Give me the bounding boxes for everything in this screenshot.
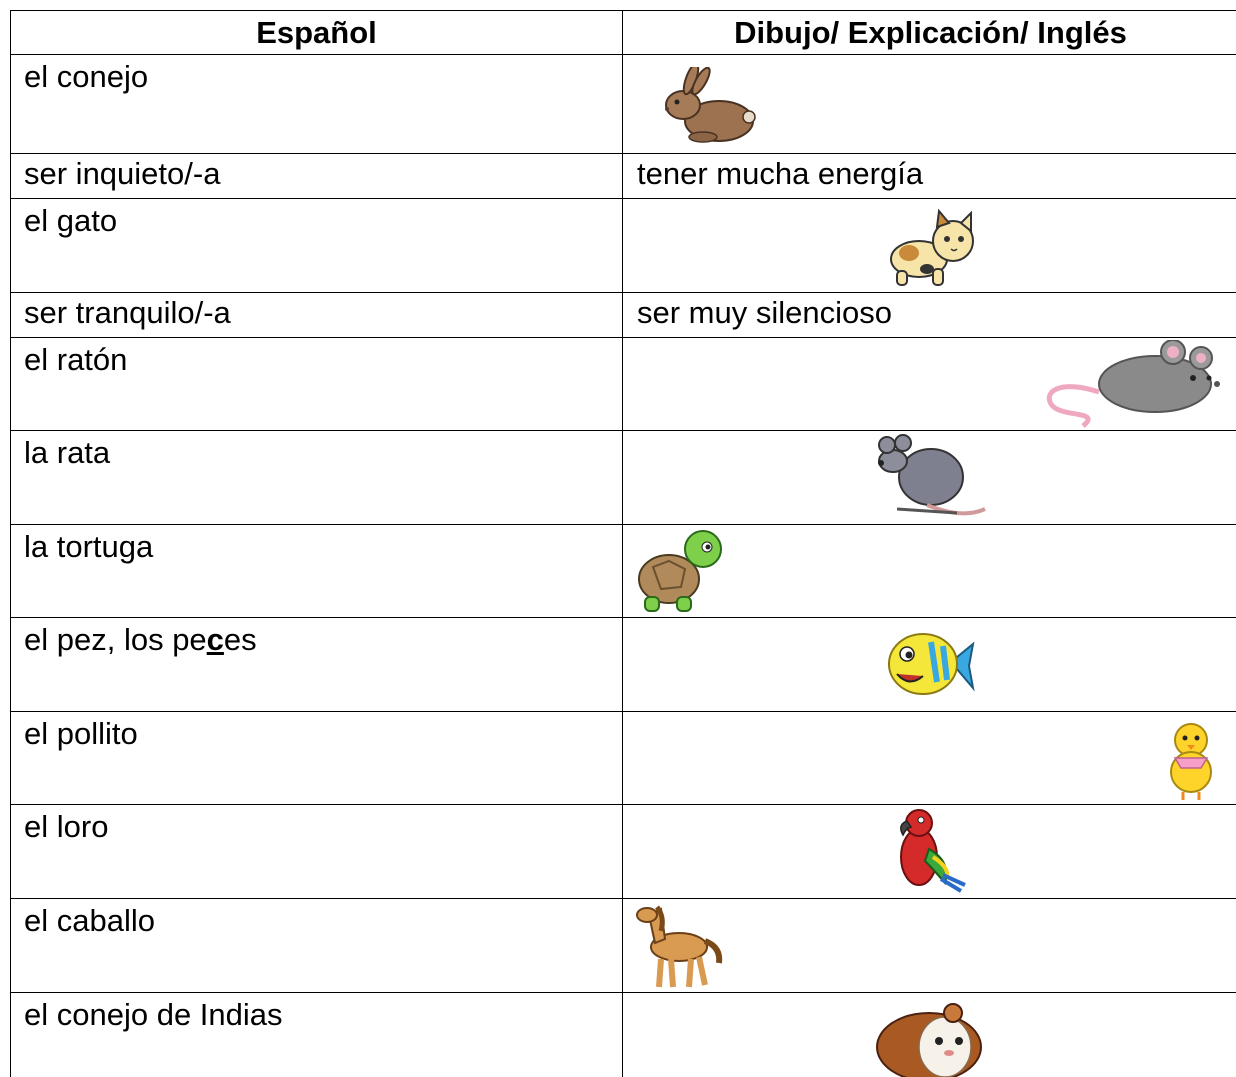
term: ser tranquilo/-a	[24, 295, 231, 330]
picture-cell	[623, 712, 1236, 805]
guinea-pig-icon	[873, 995, 985, 1077]
picture-cell	[623, 525, 1236, 618]
term: el ratón	[24, 342, 128, 377]
term	[11, 618, 622, 658]
table-row	[11, 525, 1236, 618]
chick-icon	[1161, 718, 1223, 802]
table-row	[11, 293, 1236, 338]
term: la rata	[24, 435, 111, 470]
term: la tortuga	[24, 529, 154, 564]
picture-cell	[623, 55, 1236, 154]
table-row	[11, 338, 1236, 431]
picture-cell	[623, 899, 1236, 993]
picture-cell	[623, 618, 1236, 712]
picture-cell	[623, 338, 1236, 431]
picture-cell	[623, 993, 1236, 1077]
term: el conejo	[24, 59, 149, 94]
term: el loro	[24, 809, 109, 844]
explanation: tener mucha energía	[637, 156, 924, 191]
term: ser inquieto/-a	[24, 156, 221, 191]
header-row	[11, 11, 1236, 55]
table-row	[11, 199, 1236, 293]
fish-icon	[885, 622, 975, 706]
term: el pollito	[24, 716, 138, 751]
term: el gato	[24, 203, 118, 238]
picture-cell	[623, 431, 1236, 525]
parrot-icon	[889, 807, 969, 895]
picture-cell	[623, 199, 1236, 293]
table-row	[11, 154, 1236, 199]
table-row	[11, 431, 1236, 525]
explanation: ser muy silencioso	[637, 295, 892, 330]
cat-icon	[881, 207, 981, 289]
table-row	[11, 55, 1236, 154]
term: el caballo	[24, 903, 155, 938]
rabbit-icon	[653, 67, 761, 147]
horse-icon	[635, 901, 725, 991]
term: el conejo de Indias	[24, 997, 283, 1032]
mouse-icon	[1043, 340, 1223, 430]
turtle-icon	[633, 527, 727, 615]
table-row	[11, 618, 1236, 712]
picture-cell	[623, 805, 1236, 899]
rat-icon	[867, 433, 991, 521]
term-highlight: c	[206, 622, 224, 657]
term-end: es	[223, 622, 257, 657]
table-row	[11, 712, 1236, 805]
table-row	[11, 993, 1236, 1077]
table-row	[11, 805, 1236, 899]
vocabulary-table	[10, 10, 1236, 1077]
header-drawing-explanation: Dibujo/ Explicación/ Inglés	[623, 11, 1236, 55]
table-row	[11, 899, 1236, 993]
header-spanish: Español	[11, 11, 623, 55]
term-start: el pez, los pe	[24, 622, 207, 657]
